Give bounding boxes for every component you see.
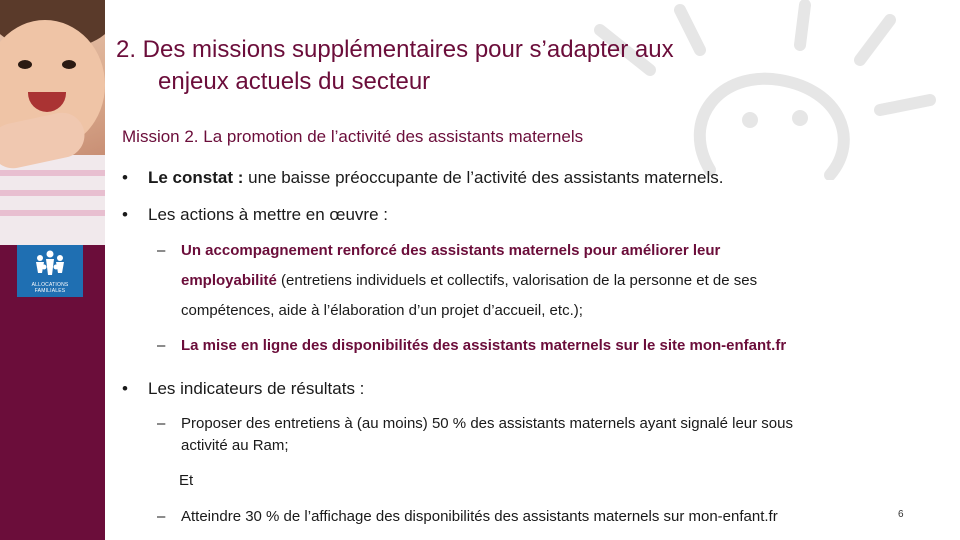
left-sidebar [0, 0, 105, 540]
action-item-mise-en-ligne: – La mise en ligne des disponibilités des assistants maternels sur le site mon-enfant.fr [157, 331, 786, 361]
page-number: 6 [898, 509, 904, 520]
title-line-1: 2. Des missions supplémentaires pour s’adapter aux [116, 36, 674, 63]
actions-heading: Les actions à mettre en œuvre : [148, 205, 388, 224]
constat-label: Le constat : [148, 168, 244, 187]
title-line-2: enjeux actuels du secteur [158, 68, 431, 95]
dash-symbol: – [157, 508, 166, 525]
indicator-item-affichage: – Atteindre 30 % de l’affichage des disponibilités des assistants maternels sur mon-enfant.fr [157, 502, 778, 532]
action-item-accompagnement: – Un accompagnement renforcé des assistants maternels pour améliorer leur employabilité (entretiens individuels et collectifs, valorisation de la personne et de ses compétences, aide à l’élaboration d’un projet d’accueil, etc.); [157, 236, 757, 326]
logo-text: ALLOCATIONS FAMILIALES [31, 282, 69, 294]
bullet-symbol: • [122, 205, 128, 224]
constat-text: une baisse préoccupante de l’activité des assistants maternels. [243, 168, 724, 187]
page-title [116, 34, 674, 98]
dash-symbol: – [157, 337, 166, 354]
bullet-indicateurs [122, 379, 364, 399]
dash-symbol: – [157, 242, 166, 259]
family-icon [32, 249, 68, 281]
mission-subtitle: Mission 2. La promotion de l’activité des assistants maternels [122, 127, 584, 146]
indicator-et: Et [179, 472, 194, 489]
bullet-symbol: • [122, 379, 128, 398]
dash-symbol: – [157, 415, 166, 432]
indicateurs-heading: Les indicateurs de résultats : [148, 379, 365, 398]
bullet-constat [122, 168, 723, 188]
child-photo [0, 0, 105, 245]
bullet-actions [122, 205, 388, 225]
indicator-item-entretiens: – Proposer des entretiens à (au moins) 50 % des assistants maternels ayant signalé leur sous activité au Ram; [157, 415, 793, 454]
bullet-symbol: • [122, 168, 128, 187]
caf-logo [17, 245, 83, 297]
